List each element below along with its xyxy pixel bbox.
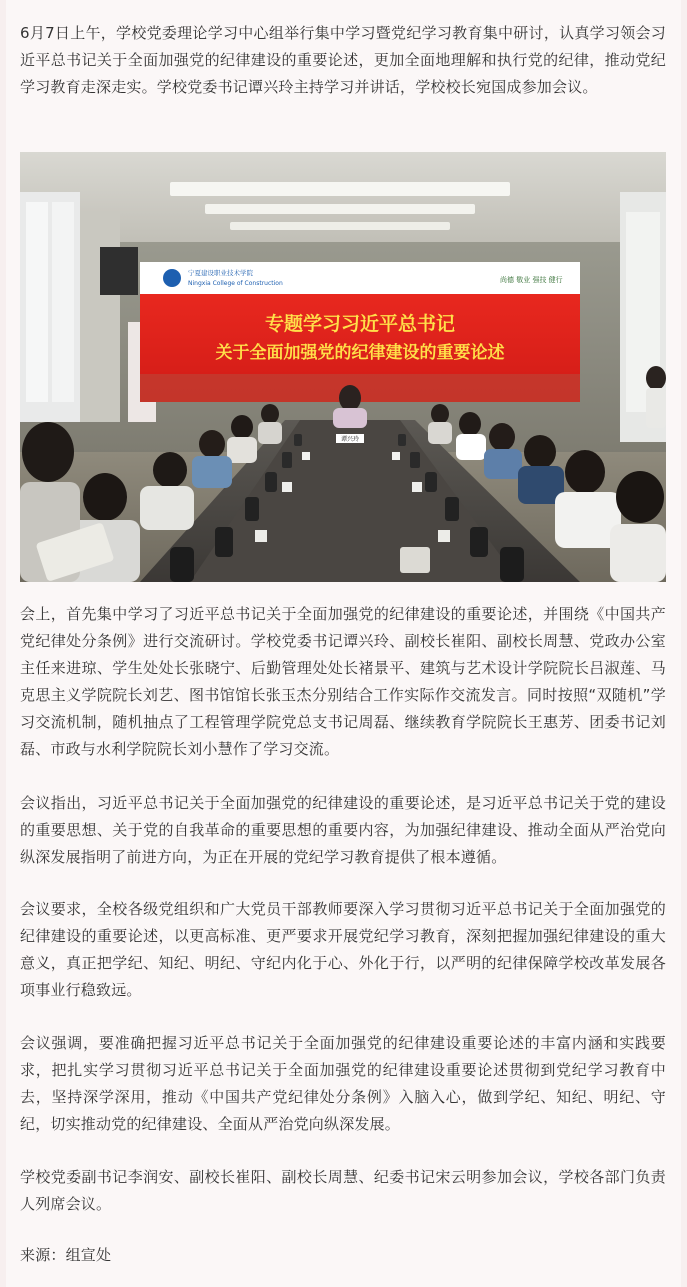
banner-line-2: 关于全面加强党的纪律建设的重要论述: [215, 343, 505, 363]
name-plate-text: 谭兴玲: [340, 436, 360, 443]
paragraph-study: 会上，首先集中学习了习近平总书记关于全面加强党的纪律建设的重要论述，并围绕《中国共产党纪律处分条例》进行交流研讨。学校党委书记谭兴玲、副校长崔阳、副校长周慧、党政办公室主任来进琼、学生处处长张晓宁、后勤管理处处长褚景平、建筑与艺术设计学院院长吕淑莲、马克思主义学院院长刘艺、图书馆馆长张玉杰分别结合工作实际作交流发言。同时按照“双随机”学习交流机制，随机抽点了工程管理学院党总支书记周磊、继续教育学院院长王惠芳、团委书记刘磊、市政与水利学院院长刘小慧作了学习交流。: [20, 605, 666, 758]
left-frame: [0, 0, 6, 1287]
paragraph-intro: 6月7日上午，学校党委理论学习中心组举行集中学习暨党纪学习教育集中研讨，认真学习领会习近平总书记关于全面加强党的纪律建设的重要论述，更加全面地理解和执行党的纪律，推动党纪学习教育走深走实。学校党委书记谭兴玲主持学习并讲话，学校校长宛国成参加会议。: [20, 24, 666, 96]
chairperson-head: [339, 385, 361, 411]
window-pane: [52, 202, 74, 402]
ceiling-light: [205, 204, 475, 214]
meeting-photo[interactable]: [20, 152, 666, 582]
paragraph-pointed-out: 会议指出，习近平总书记关于全面加强党的纪律建设的重要论述，是习近平总书记关于党的建设的重要思想、关于党的自我革命的重要思想的重要内容，为加强纪律建设、推动全面从严治党向纵深发展指明了前进方向，为正在开展的党纪学习教育提供了根本遵循。: [20, 794, 666, 866]
right-frame: [681, 0, 687, 1287]
college-name-cn: 宁夏建设职业技术学院: [188, 269, 253, 277]
chairperson-body: [333, 408, 367, 428]
college-name-en: Ningxia College of Construction: [188, 280, 283, 287]
curtain-left: [80, 212, 120, 422]
paragraph-attendees: 学校党委副书记李润安、副校长崔阳、副校长周慧、纪委书记宋云明参加会议，学校各部门负责人列席会议。: [20, 1168, 666, 1213]
ceiling-light: [230, 222, 450, 230]
paragraph-requirements: 会议要求，全校各级党组织和广大党员干部教师要深入学习贯彻习近平总书记关于全面加强党的纪律建设的重要论述，以更高标准、更严要求开展党纪学习教育，深刻把握加强纪律建设的重大意义，真正把学纪、知纪、明纪、守纪内化于心、外化于行，以严明的纪律保障学校改革发展各项事业行稳致远。: [20, 900, 666, 999]
window-pane: [26, 202, 48, 402]
college-motto: 尚德 敬业 强技 健行: [500, 276, 563, 284]
ceiling-light: [170, 182, 510, 196]
wall-speaker: [100, 247, 138, 295]
paragraph-emphasis: 会议强调，要准确把握习近平总书记关于全面加强党的纪律建设重要论述的丰富内涵和实践要求，把扎实学习贯彻习近平总书记关于全面加强党的纪律建设重要论述贯彻到党纪学习教育中去，坚持深学深用，推动《中国共产党纪律处分条例》入脑入心，做到学纪、知纪、明纪、守纪，切实推动党的纪律建设、全面从严治党向纵深发展。: [20, 1034, 666, 1133]
article-source: 来源：组宣处: [20, 1246, 112, 1264]
banner-line-1: 专题学习习近平总书记: [264, 313, 456, 335]
college-logo: [163, 269, 181, 287]
